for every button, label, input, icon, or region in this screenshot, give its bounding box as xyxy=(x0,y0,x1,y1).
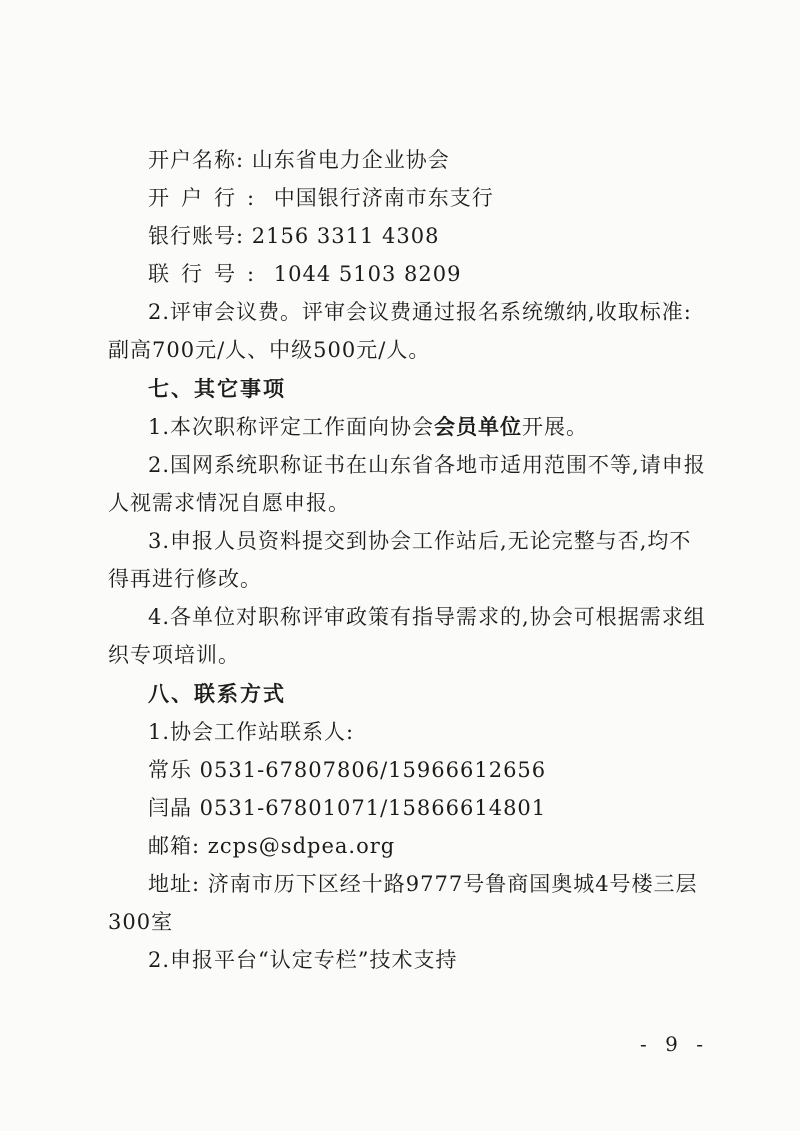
section7-item3-line2: 得再进行修改。 xyxy=(108,567,262,591)
fee-line-1: 2.评审会议费。评审会议费通过报名系统缴纳,收取标准: xyxy=(148,300,692,324)
contact-address-line1: 地址: 济南市历下区经十路9777号鲁商国奥城4号楼三层 xyxy=(148,872,698,896)
item1-bold: 会员单位 xyxy=(434,415,523,439)
account-number-label: 银行账号: xyxy=(148,224,245,248)
bank-line xyxy=(148,183,494,213)
account-name-line xyxy=(148,145,450,175)
item1-prefix: 1.本次职称评定工作面向协会 xyxy=(148,415,435,439)
section8-heading: 八、联系方式 xyxy=(148,682,286,706)
bank-value: 中国银行济南市东支行 xyxy=(273,186,494,210)
bank-code-line xyxy=(148,259,461,289)
section7-item4-line2: 织专项培训。 xyxy=(108,643,240,667)
section7-item1 xyxy=(148,412,588,442)
account-number-value: 2156 3311 4308 xyxy=(251,224,440,248)
section7-item2-line2: 人视需求情况自愿申报。 xyxy=(108,491,350,515)
item1-suffix: 开展。 xyxy=(522,415,589,439)
contact-email: 邮箱: zcps@sdpea.org xyxy=(148,834,396,858)
bank-code-label: 联行号: xyxy=(148,262,267,286)
contact-title: 1.协会工作站联系人: xyxy=(148,720,355,744)
section7-item2-line1: 2.国网系统职称证书在山东省各地市适用范围不等,请申报 xyxy=(148,453,706,477)
section7-item4-line1: 4.各单位对职称评审政策有指导需求的,协会可根据需求组 xyxy=(148,605,706,629)
account-name-value: 山东省电力企业协会 xyxy=(251,148,450,172)
contact-person-1: 常乐 0531-67807806/15966612656 xyxy=(148,758,547,782)
bank-code-value: 1044 5103 8209 xyxy=(273,262,462,286)
fee-line-2: 副高700元/人、中级500元/人。 xyxy=(108,338,431,362)
bank-label: 开户行: xyxy=(148,186,267,210)
section7-item3-line1: 3.申报人员资料提交到协会工作站后,无论完整与否,均不 xyxy=(148,529,692,553)
account-name-label: 开户名称: xyxy=(148,148,245,172)
page-number: - 9 - xyxy=(640,1032,709,1056)
section7-heading: 七、其它事项 xyxy=(148,377,286,401)
contact-person-2: 闫晶 0531-67801071/15866614801 xyxy=(148,796,547,820)
platform-support: 2.申报平台“认定专栏”技术支持 xyxy=(148,948,458,972)
contact-address-line2: 300室 xyxy=(108,910,174,934)
account-number-line xyxy=(148,221,439,251)
